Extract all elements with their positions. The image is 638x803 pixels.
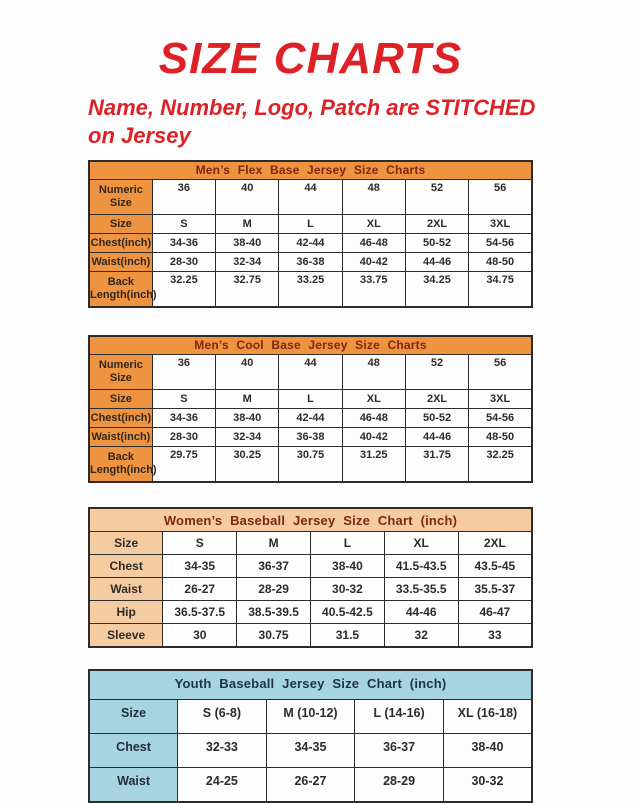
cell-value: 42-44 <box>279 409 342 428</box>
row-label: Chest <box>89 555 163 578</box>
cell-value: 24-25 <box>178 768 267 803</box>
cell-value: 38-40 <box>310 555 384 578</box>
cell-value: 33 <box>458 624 532 648</box>
cell-value: 52 <box>405 180 468 215</box>
cell-value: 2XL <box>405 390 468 409</box>
cell-value: XL <box>342 215 405 234</box>
cell-value: 34-35 <box>163 555 237 578</box>
cell-value: 33.5-35.5 <box>384 578 458 601</box>
cell-value: 48-50 <box>469 253 532 272</box>
table-row <box>89 355 532 390</box>
cell-value: 40.5-42.5 <box>310 601 384 624</box>
row-label: Size <box>89 215 152 234</box>
cell-value: 34-35 <box>266 734 355 768</box>
cell-value: 44 <box>279 355 342 390</box>
cell-value: 36-38 <box>279 253 342 272</box>
cell-value: 46-47 <box>458 601 532 624</box>
table-row <box>89 601 532 624</box>
cell-value: 43.5-45 <box>458 555 532 578</box>
row-label: Size <box>89 390 152 409</box>
mens-flex-base-size-table <box>88 160 533 308</box>
table-row <box>89 409 532 428</box>
table-row <box>89 555 532 578</box>
cell-value: M <box>216 390 279 409</box>
cell-value: 44 <box>279 180 342 215</box>
content-column <box>88 34 536 803</box>
cell-value: 30.25 <box>216 447 279 483</box>
cell-value: 35.5-37 <box>458 578 532 601</box>
table-title: Women’s Baseball Jersey Size Chart (inch) <box>89 508 532 532</box>
cell-value: S (6-8) <box>178 700 267 734</box>
cell-value: M <box>237 532 311 555</box>
cell-value: L (14-16) <box>355 700 444 734</box>
cell-value: 28-30 <box>152 253 215 272</box>
cell-value: 46-48 <box>342 409 405 428</box>
cell-value: 40 <box>216 180 279 215</box>
cell-value: 36-38 <box>279 428 342 447</box>
table-row <box>89 624 532 648</box>
cell-value: 48-50 <box>469 428 532 447</box>
cell-value: 3XL <box>469 215 532 234</box>
cell-value: 36-37 <box>237 555 311 578</box>
cell-value: 30-32 <box>310 578 384 601</box>
cell-value: 34-36 <box>152 234 215 253</box>
cell-value: 32 <box>384 624 458 648</box>
table-row <box>89 253 532 272</box>
table-row <box>89 215 532 234</box>
row-label: Size <box>89 700 178 734</box>
cell-value: XL <box>384 532 458 555</box>
table-title-row <box>89 508 532 532</box>
cell-value: 41.5-43.5 <box>384 555 458 578</box>
cell-value: 50-52 <box>405 409 468 428</box>
cell-value: 54-56 <box>469 409 532 428</box>
cell-value: 36 <box>152 355 215 390</box>
row-label: Hip <box>89 601 163 624</box>
cell-value: 30.75 <box>279 447 342 483</box>
cell-value: 54-56 <box>469 234 532 253</box>
cell-value: 36.5-37.5 <box>163 601 237 624</box>
cell-value: 31.5 <box>310 624 384 648</box>
cell-value: 29.75 <box>152 447 215 483</box>
cell-value: 30.75 <box>237 624 311 648</box>
cell-value: 30 <box>163 624 237 648</box>
cell-value: L <box>279 215 342 234</box>
row-label: Waist <box>89 768 178 803</box>
cell-value: 34-36 <box>152 409 215 428</box>
cell-value: S <box>152 215 215 234</box>
cell-value: 34.25 <box>405 272 468 308</box>
cell-value: 38.5-39.5 <box>237 601 311 624</box>
table-row <box>89 700 532 734</box>
table-row <box>89 180 532 215</box>
cell-value: 28-30 <box>152 428 215 447</box>
table-row <box>89 234 532 253</box>
cell-value: 40-42 <box>342 253 405 272</box>
cell-value: 32-33 <box>178 734 267 768</box>
table-row <box>89 734 532 768</box>
cell-value: 28-29 <box>355 768 444 803</box>
cell-value: 3XL <box>469 390 532 409</box>
table-row <box>89 428 532 447</box>
cell-value: L <box>310 532 384 555</box>
cell-value: S <box>152 390 215 409</box>
cell-value: 52 <box>405 355 468 390</box>
youth-baseball-size-table <box>88 669 533 803</box>
cell-value: 31.25 <box>342 447 405 483</box>
cell-value: 33.25 <box>279 272 342 308</box>
cell-value: 2XL <box>458 532 532 555</box>
row-label: Back Length(inch) <box>89 272 152 308</box>
table-title: Men’s Flex Base Jersey Size Charts <box>89 161 532 180</box>
cell-value: 30-32 <box>443 768 532 803</box>
row-label: Chest(inch) <box>89 234 152 253</box>
cell-value: M (10-12) <box>266 700 355 734</box>
row-label: Waist(inch) <box>89 253 152 272</box>
cell-value: XL (16-18) <box>443 700 532 734</box>
cell-value: 34.75 <box>469 272 532 308</box>
cell-value: 44-46 <box>405 428 468 447</box>
subtitle-line-2: on Jersey <box>88 123 191 148</box>
row-label: Waist <box>89 578 163 601</box>
table-title: Men’s Cool Base Jersey Size Charts <box>89 336 532 355</box>
cell-value: 42-44 <box>279 234 342 253</box>
cell-value: 2XL <box>405 215 468 234</box>
cell-value: 56 <box>469 180 532 215</box>
cell-value: 44-46 <box>384 601 458 624</box>
row-label: Chest <box>89 734 178 768</box>
table-title-row <box>89 336 532 355</box>
cell-value: M <box>216 215 279 234</box>
cell-value: 40-42 <box>342 428 405 447</box>
subtitle-line-1: Name, Number, Logo, Patch are STITCHED <box>88 95 536 120</box>
cell-value: 56 <box>469 355 532 390</box>
row-label: Waist(inch) <box>89 428 152 447</box>
table-row <box>89 578 532 601</box>
cell-value: 46-48 <box>342 234 405 253</box>
cell-value: XL <box>342 390 405 409</box>
table-title-row <box>89 161 532 180</box>
cell-value: S <box>163 532 237 555</box>
table-row <box>89 532 532 555</box>
table-row <box>89 390 532 409</box>
cell-value: 38-40 <box>216 409 279 428</box>
row-label: Numeric Size <box>89 355 152 390</box>
womens-baseball-size-table <box>88 507 533 648</box>
cell-value: 26-27 <box>163 578 237 601</box>
table-title-row <box>89 670 532 700</box>
cell-value: 32.25 <box>152 272 215 308</box>
row-label: Back Length(inch) <box>89 447 152 483</box>
row-label: Numeric Size <box>89 180 152 215</box>
cell-value: 38-40 <box>443 734 532 768</box>
cell-value: 48 <box>342 180 405 215</box>
cell-value: 28-29 <box>237 578 311 601</box>
subtitle <box>88 94 536 150</box>
cell-value: 26-27 <box>266 768 355 803</box>
cell-value: 32-34 <box>216 253 279 272</box>
table-title: Youth Baseball Jersey Size Chart (inch) <box>89 670 532 700</box>
cell-value: 31.75 <box>405 447 468 483</box>
row-label: Size <box>89 532 163 555</box>
cell-value: 33.75 <box>342 272 405 308</box>
page-title: SIZE CHARTS <box>158 34 463 83</box>
cell-value: 32.25 <box>469 447 532 483</box>
cell-value: 50-52 <box>405 234 468 253</box>
table-row <box>89 768 532 803</box>
cell-value: 40 <box>216 355 279 390</box>
cell-value: 36-37 <box>355 734 444 768</box>
row-label: Chest(inch) <box>89 409 152 428</box>
cell-value: 32-34 <box>216 428 279 447</box>
cell-value: 32.75 <box>216 272 279 308</box>
cell-value: 38-40 <box>216 234 279 253</box>
cell-value: 48 <box>342 355 405 390</box>
row-label: Sleeve <box>89 624 163 648</box>
cell-value: 36 <box>152 180 215 215</box>
table-row <box>89 272 532 308</box>
table-row <box>89 447 532 483</box>
cell-value: 44-46 <box>405 253 468 272</box>
mens-cool-base-size-table <box>88 335 533 483</box>
cell-value: L <box>279 390 342 409</box>
